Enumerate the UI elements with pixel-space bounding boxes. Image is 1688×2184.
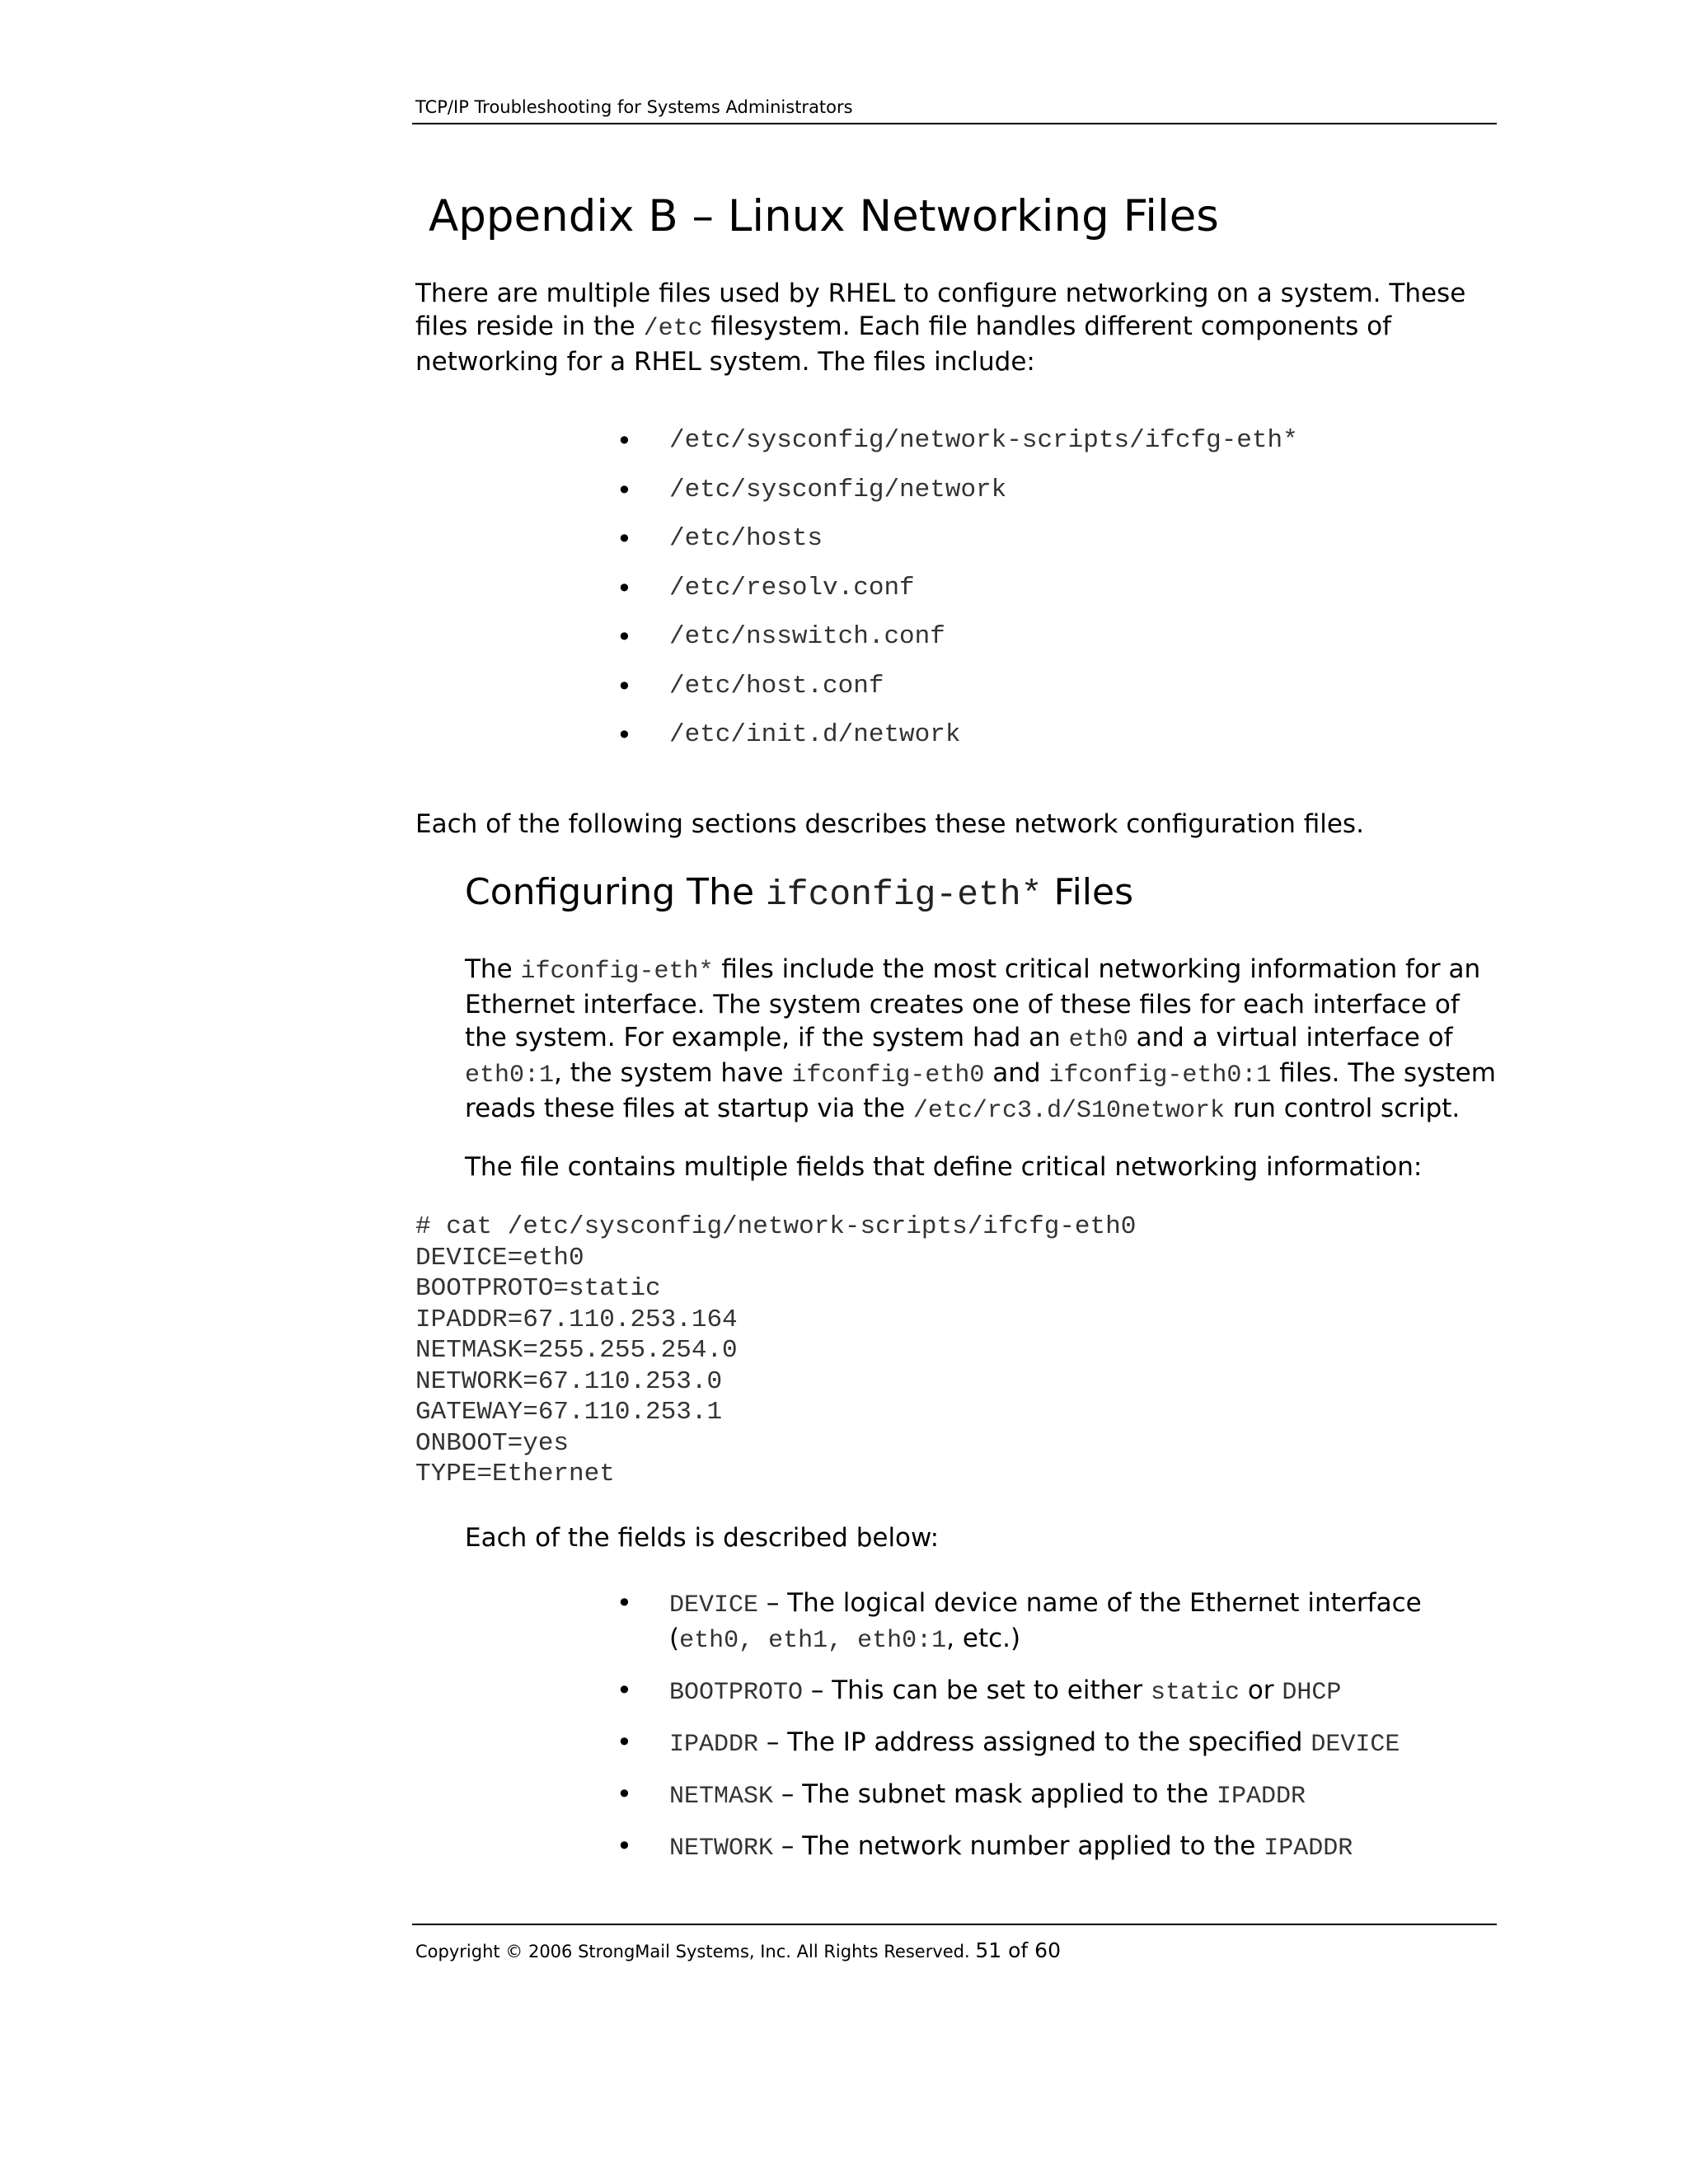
desc-code: ifconfig-eth0	[791, 1062, 985, 1090]
desc-text: The	[465, 954, 521, 984]
field-description	[669, 1726, 1424, 1761]
list-item	[617, 1726, 1424, 1761]
desc-code: /etc/rc3.d/S10network	[912, 1097, 1225, 1125]
header-rule	[412, 123, 1497, 124]
desc-text: run control script.	[1224, 1094, 1461, 1123]
section-description	[465, 953, 1503, 1127]
heading-text-suffix: Files	[1042, 871, 1134, 913]
field-description	[669, 1586, 1424, 1657]
desc-code: eth0:1	[465, 1062, 555, 1090]
intro-text-2: filesystem. Each file handles different components of networking for a RHEL system. The files include:	[415, 312, 1392, 377]
field-text: – The logical device name of the Ethernet interface (	[669, 1588, 1422, 1653]
desc-text: files include the most critical networking information for an Ethernet interface. The system creates one of these files for each interface of the system. For example, if the system had an	[465, 954, 1481, 1052]
desc-text: , the system have	[554, 1058, 792, 1088]
field-text: , etc.)	[946, 1624, 1021, 1653]
field-name: NETWORK	[669, 1835, 774, 1863]
field-text: or	[1239, 1675, 1282, 1705]
field-name: NETMASK	[669, 1783, 774, 1811]
intro-text-1: There are multiple files used by RHEL to configure networking on a system. These files reside in the	[415, 279, 1466, 341]
copyright-text: Copyright © 2006 StrongMail Systems, Inc. All Rights Reserved.	[415, 1942, 970, 1961]
fields-intro: The file contains multiple fields that define critical networking information:	[465, 1152, 1423, 1182]
file-path: /etc/nsswitch.conf	[669, 622, 945, 651]
field-description	[669, 1830, 1424, 1865]
page-number: 51 of 60	[975, 1938, 1061, 1962]
file-path: /etc/sysconfig/network-scripts/ifcfg-eth*	[669, 426, 1298, 455]
field-text: – The subnet mask applied to the	[773, 1779, 1217, 1809]
list-item	[617, 1586, 1424, 1657]
bullet-icon: •	[617, 1587, 632, 1619]
file-path: /etc/init.d/network	[669, 720, 961, 749]
bullet-icon: •	[617, 474, 632, 506]
desc-text: files. The system reads these files at startup via the	[465, 1058, 1496, 1123]
intro-code-etc: /etc	[643, 315, 703, 343]
file-path: /etc/host.conf	[669, 671, 884, 701]
footer-rule	[412, 1924, 1497, 1925]
field-code: eth0, eth1, eth0:1	[679, 1627, 947, 1655]
desc-code: ifconfig-eth*	[520, 958, 714, 986]
bullet-icon: •	[617, 1779, 632, 1810]
section-heading	[465, 871, 1133, 915]
heading-text: Configuring The	[465, 871, 766, 913]
bullet-icon: •	[617, 523, 632, 555]
desc-code: ifconfig-eth0:1	[1048, 1062, 1272, 1090]
bullet-icon: •	[617, 1830, 632, 1862]
field-code: static	[1150, 1679, 1240, 1707]
desc-text: and a virtual interface of	[1128, 1023, 1453, 1052]
field-name: IPADDR	[669, 1731, 759, 1759]
field-code: IPADDR	[1217, 1783, 1306, 1811]
field-description	[669, 1674, 1424, 1709]
field-code: DHCP	[1282, 1679, 1342, 1707]
code-listing: # cat /etc/sysconfig/network-scripts/ifcfg-eth0 DEVICE=eth0 BOOTPROTO=static IPADDR=67.110.253.164 NETMASK=255.255.254.0 NETWORK=67.110.253.0 GATEWAY=67.110.253.1 ONBOOT=yes TYPE=Ethernet	[415, 1212, 1137, 1488]
desc-code: eth0	[1068, 1026, 1128, 1054]
field-text: – This can be set to either	[803, 1675, 1151, 1705]
page-title: Appendix B – Linux Networking Files	[429, 191, 1219, 241]
field-list	[617, 1586, 1424, 1882]
sections-intro: Each of the following sections describes these network configuration files.	[415, 809, 1364, 839]
bullet-icon: •	[617, 1727, 632, 1758]
bullet-icon: •	[617, 1675, 632, 1706]
field-code: IPADDR	[1264, 1835, 1353, 1863]
desc-text: and	[984, 1058, 1049, 1088]
file-path: /etc/resolv.conf	[669, 573, 915, 602]
field-description	[669, 1778, 1424, 1813]
file-path: /etc/sysconfig/network	[669, 475, 1007, 504]
bullet-icon: •	[617, 670, 632, 702]
field-name: BOOTPROTO	[669, 1679, 804, 1707]
page-footer	[415, 1938, 1061, 1962]
file-path: /etc/hosts	[669, 524, 823, 553]
intro-paragraph	[415, 277, 1503, 378]
bullet-icon: •	[617, 572, 632, 604]
field-text: – The network number applied to the	[773, 1831, 1264, 1861]
field-text: – The IP address assigned to the specified	[758, 1727, 1311, 1757]
field-code: DEVICE	[1311, 1731, 1400, 1759]
described-below: Each of the fields is described below:	[465, 1523, 940, 1553]
bullet-icon: •	[617, 621, 632, 653]
heading-code: ifconfig-eth*	[766, 874, 1043, 915]
list-item	[617, 1674, 1424, 1709]
bullet-icon: •	[617, 425, 632, 457]
list-item	[617, 1778, 1424, 1813]
bullet-icon: •	[617, 719, 632, 751]
list-item	[617, 1830, 1424, 1865]
field-name: DEVICE	[669, 1591, 759, 1619]
running-header: TCP/IP Troubleshooting for Systems Administrators	[415, 97, 853, 117]
